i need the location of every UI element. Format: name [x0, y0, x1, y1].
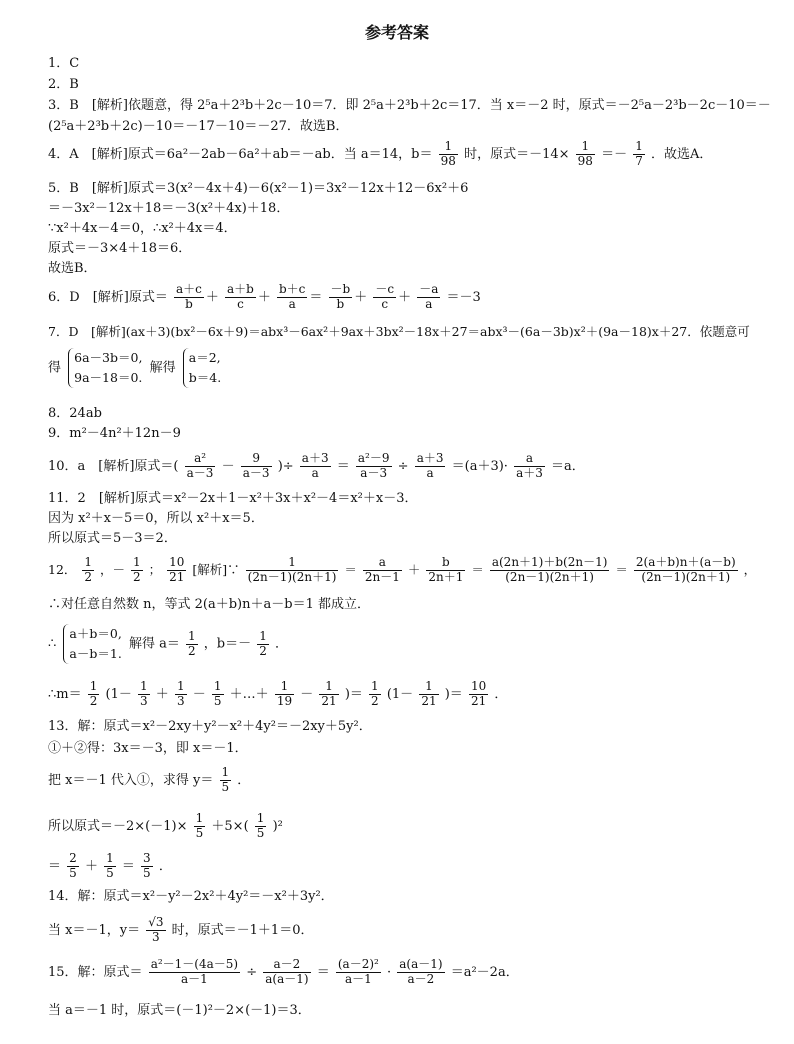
answer-7-line1: 7．D [解析](ax＋3)(bx²－6x＋9)＝abx³－6ax²＋9ax＋3bx²－18x＋27＝abx³－(6a－3b)x²＋(9a－18)x＋27．依题意可 — [48, 324, 750, 339]
numerator: b＋c — [279, 282, 306, 296]
numerator: 1 — [187, 628, 196, 643]
fraction — [373, 283, 396, 312]
denominator: (2n－1)(2n＋1) — [505, 569, 594, 584]
denominator: 5 — [213, 693, 222, 708]
denominator: 5 — [256, 825, 265, 840]
denominator: a(a－1) — [265, 971, 309, 986]
text: 时，原式＝－14× — [464, 146, 570, 162]
numerator: a²－9 — [357, 451, 390, 465]
fraction — [426, 556, 465, 585]
text: )÷ — [277, 458, 294, 474]
text: ．故选A． — [651, 146, 713, 162]
denominator: 2 — [84, 569, 93, 584]
answer-13-line4 — [48, 812, 283, 841]
text: ＋…＋ — [229, 686, 269, 702]
numerator: 10 — [470, 679, 487, 693]
fraction — [82, 556, 94, 585]
text: ＝－3 — [446, 289, 481, 305]
fraction — [146, 916, 165, 945]
text: － — [221, 458, 235, 474]
fraction — [263, 958, 310, 987]
fraction — [185, 452, 216, 481]
text: ÷ — [397, 458, 409, 474]
text: ＝－ — [601, 146, 628, 162]
numerator: 9 — [241, 452, 272, 467]
answer-5-line2: ＝－3x²－12x＋18＝－3(x²＋4x)＋18． — [48, 201, 290, 216]
fraction — [319, 680, 338, 709]
fraction — [417, 283, 440, 312]
text: ＋ — [407, 561, 421, 577]
answer-15-line2: 当 a＝－1 时，原式＝(－1)²－2×(－1)＝3． — [48, 1003, 311, 1018]
numerator: 1 — [213, 679, 222, 693]
text: 10．a [解析]原式＝( — [48, 458, 179, 474]
numerator: a(a－1) — [399, 957, 443, 971]
text: [解析]∵ — [192, 561, 240, 577]
fraction — [141, 852, 153, 881]
fraction — [576, 140, 595, 169]
numerator: a－2 — [263, 958, 310, 973]
fraction — [88, 680, 100, 709]
text: ＝a． — [551, 458, 585, 474]
answer-14-line1: 14．解：原式＝x²－y²－2x²＋4y²＝－x²＋3y²． — [48, 889, 334, 904]
denominator: c — [237, 296, 244, 311]
answer-7-line2 — [48, 348, 224, 388]
denominator: a－3 — [242, 465, 270, 480]
denominator: a — [311, 465, 319, 480]
fraction — [194, 812, 206, 841]
answer-13-line3 — [48, 766, 250, 795]
denominator: 21 — [169, 569, 185, 584]
text: · — [386, 964, 392, 980]
denominator: a — [288, 296, 296, 311]
answer-13-line1: 13．解：原式＝x²－2xy＋y²－x²＋4y²＝－2xy＋5y²． — [48, 719, 372, 734]
answer-3-line2: (2⁵a＋2³b＋2c)－10＝－17－10＝－27．故选B． — [48, 119, 349, 134]
numerator: 1 — [419, 680, 438, 695]
text: 4．A [解析]原式＝6a²－2ab－6a²＋ab＝－ab．当 a＝14，b＝ — [48, 146, 433, 162]
fraction — [469, 680, 488, 709]
denominator: a－3 — [186, 465, 214, 480]
text: － — [300, 686, 314, 702]
text: ∴ — [48, 636, 57, 652]
text: )＝ — [344, 686, 363, 702]
denominator: 2n＋1 — [428, 569, 464, 584]
equation: a－b＝1. — [69, 646, 122, 661]
numerator: a＋3 — [416, 451, 444, 465]
answer-9: 9．m²－4n²＋12n－9 — [48, 426, 181, 441]
fraction — [255, 812, 267, 841]
answer-5-line1: 5．B [解析]原式＝3(x²－4x＋4)－6(x²－1)＝3x²－12x＋12－6x²＋6 — [48, 181, 469, 196]
denominator: 5 — [221, 779, 230, 794]
denominator: 98 — [440, 153, 456, 168]
equation: b＝4. — [188, 370, 222, 385]
answer-14-line2 — [48, 916, 313, 945]
text: ＝ — [336, 458, 350, 474]
answer-4 — [48, 140, 712, 169]
text: ＋ — [155, 686, 169, 702]
text: )² — [272, 818, 283, 834]
text: 15．解：原式＝ — [48, 964, 143, 980]
fraction — [138, 680, 150, 709]
answer-3-line1: 3．B [解析]依题意，得 2⁵a＋2³b＋2c－10＝7．即 2⁵a＋2³b＋2c＝17．当 x＝－2 时，原式＝－2⁵a－2³b－2c－10＝－ — [48, 98, 771, 113]
fraction — [336, 958, 381, 987]
denominator: 2n－1 — [364, 569, 400, 584]
fraction — [356, 452, 392, 481]
fraction — [439, 140, 458, 169]
fraction — [277, 283, 307, 312]
fraction — [167, 556, 186, 585]
text: ＝ — [615, 561, 628, 577]
numerator: －a — [419, 282, 439, 296]
fraction — [220, 766, 232, 795]
fraction — [225, 283, 256, 312]
text: 得 — [48, 360, 62, 376]
equation-system — [183, 348, 221, 388]
numerator: 2 — [69, 851, 77, 865]
answer-8: 8．24ab — [48, 406, 102, 421]
denominator: 2 — [371, 693, 379, 708]
fraction — [131, 556, 143, 585]
answer-1: 1．C — [48, 56, 80, 71]
text: ＝ — [316, 964, 330, 980]
numerator: 1 — [635, 139, 643, 153]
denominator: 5 — [143, 865, 151, 880]
numerator: 1 — [259, 628, 267, 643]
numerator: a — [363, 556, 402, 571]
numerator: 1 — [371, 679, 379, 693]
fraction — [104, 852, 116, 881]
answer-12-line2: ∴对任意自然数 n，等式 2(a＋b)n＋a－b＝1 都成立． — [48, 597, 370, 612]
denominator: (2n－1)(2n＋1) — [247, 569, 337, 584]
denominator: a－3 — [360, 465, 388, 480]
fraction — [397, 958, 444, 987]
text: (1－ — [105, 686, 132, 702]
text: ＝(a＋3)· — [451, 458, 508, 474]
text: 把 x＝－1 代入①，求得 y＝ — [48, 772, 214, 788]
text: 当 x＝－1，y＝ — [48, 922, 141, 938]
answer-15-line1 — [48, 958, 519, 987]
text: ＝ — [344, 561, 357, 577]
denominator: (2n－1)(2n＋1) — [641, 569, 731, 584]
numerator: 1 — [221, 765, 230, 779]
fraction — [634, 556, 738, 585]
numerator: 1 — [89, 679, 98, 693]
text: ∴m＝ — [48, 686, 82, 702]
fraction — [633, 140, 645, 169]
text: ＝ — [121, 858, 135, 874]
numerator: 1 — [576, 140, 595, 155]
text: 解得 a＝ — [128, 636, 180, 652]
text: ． — [494, 686, 508, 702]
numerator: a＋c — [175, 282, 202, 296]
answer-11-line3: 所以原式＝5－3＝2． — [48, 531, 177, 546]
fraction — [186, 630, 198, 659]
answer-12-line4 — [48, 680, 507, 709]
text: )＝ — [444, 686, 463, 702]
numerator: a(2n＋1)＋b(2n－1) — [491, 555, 608, 569]
answer-10 — [48, 452, 585, 481]
denominator: 2 — [133, 569, 141, 584]
text: ÷ — [246, 964, 258, 980]
answer-5-line4: 原式＝－3×4＋18＝6． — [48, 241, 192, 256]
denominator: a — [425, 296, 433, 311]
text: 6．D [解析]原式＝ — [48, 289, 168, 305]
numerator: －b — [330, 282, 351, 296]
equation: a＝2, — [188, 350, 221, 365]
numerator: 1 — [176, 679, 185, 693]
numerator: 10 — [169, 555, 185, 569]
text: 所以原式＝－2×(－1)× — [48, 818, 188, 834]
fraction — [246, 556, 339, 585]
answer-5-line3: ∵x²＋4x－4＝0，∴x²＋4x＝4． — [48, 221, 237, 236]
denominator: 21 — [421, 693, 437, 708]
numerator: 1 — [133, 555, 141, 569]
denominator: 98 — [577, 153, 593, 168]
text: ＝ — [48, 858, 62, 874]
fraction — [514, 452, 545, 481]
fraction — [212, 680, 224, 709]
numerator: 1 — [256, 811, 265, 825]
fraction — [300, 452, 331, 481]
denominator: 7 — [635, 153, 643, 168]
fraction — [175, 680, 187, 709]
fraction — [369, 680, 381, 709]
equation: 9a－18＝0. — [74, 370, 143, 385]
numerator: 3 — [143, 851, 151, 865]
answer-6: 6．D [解析]原式＝ $\frac{a+c}{b}$ ＋ $\frac{a+b}{c}$ ＋ $\frac{b+c}{a}$ ＝ $\frac{-b}{b}$ ＋ $\frac{-c}{c}$ ＋ $\frac{-a}{a}$ ＝－3 — [48, 282, 481, 311]
denominator: a－2 — [407, 971, 435, 986]
text: ＝ — [471, 561, 484, 577]
denominator: 2 — [259, 643, 267, 658]
text: 时，原式＝－1＋1＝0． — [171, 922, 314, 938]
fraction — [363, 556, 402, 585]
text: ． — [158, 858, 172, 874]
text: ，b＝－ — [203, 636, 252, 652]
numerator: 1 — [439, 140, 458, 155]
answer-2: 2．B — [48, 77, 79, 92]
numerator: 1 — [246, 556, 339, 571]
equation-system — [68, 348, 142, 388]
denominator: a－1 — [180, 971, 208, 986]
answer-12-line3 — [48, 624, 288, 664]
denominator: 21 — [321, 693, 337, 708]
fraction — [275, 680, 294, 709]
numerator: b — [426, 556, 465, 571]
equation: 6a－3b＝0, — [74, 350, 143, 365]
fraction — [67, 852, 79, 881]
text: ； — [148, 561, 162, 577]
numerator: －c — [375, 282, 395, 296]
numerator: a²－1－(4a－5) — [150, 957, 239, 971]
denominator: 2 — [187, 643, 196, 658]
denominator: b — [185, 296, 193, 311]
answer-11-line2: 因为 x²＋x－5＝0，所以 x²＋x＝5． — [48, 511, 264, 526]
numerator: 1 — [319, 680, 338, 695]
answer-12-line1 — [48, 556, 756, 585]
denominator: 19 — [276, 693, 293, 708]
denominator: a — [426, 465, 434, 480]
fraction — [257, 630, 269, 659]
denominator: b — [336, 296, 345, 311]
numerator: 1 — [84, 555, 93, 569]
fraction — [149, 958, 240, 987]
numerator: a² — [185, 452, 216, 467]
denominator: 5 — [69, 865, 77, 880]
text: ，－ — [100, 561, 126, 577]
numerator: a＋b — [227, 282, 254, 296]
text: ＋5×( — [211, 818, 249, 834]
fraction — [329, 283, 353, 312]
text: ＝a²－2a． — [450, 964, 519, 980]
fraction — [490, 556, 610, 585]
numerator: 1 — [106, 851, 114, 865]
denominator: 3 — [152, 929, 160, 944]
denominator: 2 — [89, 693, 98, 708]
text: ， — [743, 561, 757, 577]
denominator: 5 — [106, 865, 114, 880]
fraction — [415, 452, 446, 481]
denominator: 3 — [176, 693, 185, 708]
fraction — [241, 452, 272, 481]
fraction — [419, 680, 438, 709]
answer-13-line2: ①＋②得：3x＝－3，即 x＝－1． — [48, 741, 248, 756]
fraction — [174, 283, 204, 312]
text: 12． — [48, 561, 77, 577]
equation: a＋b＝0, — [69, 626, 122, 641]
text: ． — [275, 636, 289, 652]
numerator: √3 — [148, 915, 164, 929]
text: － — [192, 686, 206, 702]
denominator: a－1 — [344, 971, 372, 986]
numerator: 1 — [275, 680, 294, 695]
denominator: 5 — [195, 825, 204, 840]
numerator: 1 — [140, 679, 148, 693]
denominator: a＋3 — [516, 465, 543, 480]
denominator: 21 — [470, 693, 487, 708]
text: ＋ — [84, 858, 98, 874]
answer-13-line5 — [48, 852, 172, 881]
denominator: 3 — [140, 693, 148, 708]
numerator: 1 — [195, 811, 204, 825]
text: ． — [237, 772, 251, 788]
text: 解得 — [149, 360, 176, 376]
equation-system — [63, 624, 121, 664]
text: (1－ — [386, 686, 414, 702]
answer-11-line1: 11．2 [解析]原式＝x²－2x＋1－x²＋3x＋x²－4＝x²＋x－3． — [48, 491, 418, 506]
answer-5-line5: 故选B． — [48, 261, 97, 276]
numerator: a＋3 — [301, 451, 329, 465]
numerator: 2(a＋b)n＋(a－b) — [635, 555, 736, 569]
numerator: (a－2)² — [337, 957, 379, 971]
page-title: 参考答案 — [364, 23, 429, 42]
denominator: c — [381, 296, 389, 311]
numerator: a — [514, 452, 545, 467]
